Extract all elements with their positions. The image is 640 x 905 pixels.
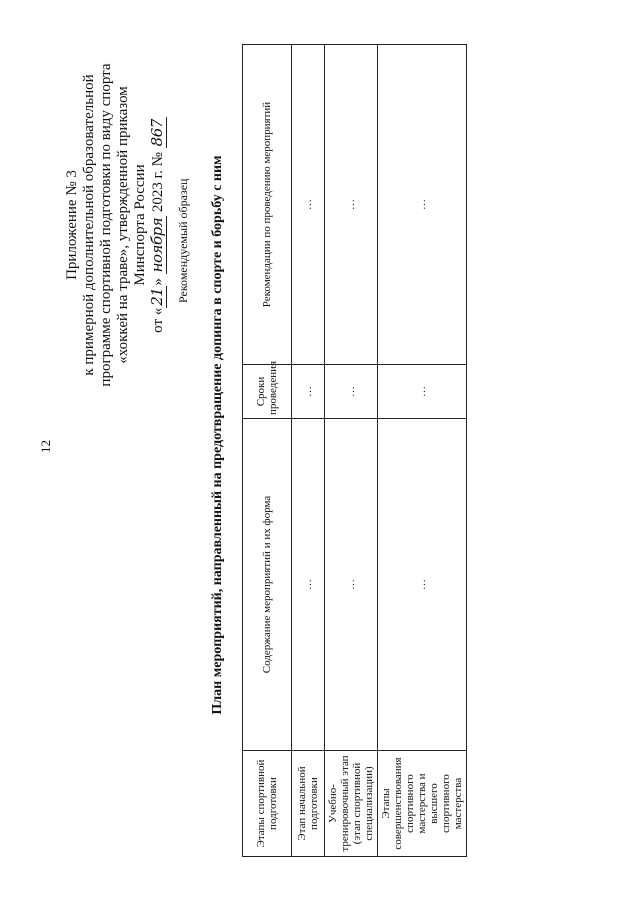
content-cell: … — [378, 419, 467, 751]
order-reference — [149, 45, 167, 405]
dates-cell: … — [378, 365, 467, 419]
recommendations-cell: … — [378, 45, 467, 365]
table-row — [325, 45, 378, 857]
appendix-line-4: «хоккей на траве», утвержденной приказом — [115, 86, 131, 364]
dates-cell: … — [325, 365, 378, 419]
order-prefix: от « — [150, 307, 166, 333]
recommendations-cell: … — [325, 45, 378, 365]
stage-cell: Этап начальной подготовки — [292, 751, 325, 857]
stage-cell: Этапы совершенствования спортивного мастерства и высшего спортивного мастерства — [378, 751, 467, 857]
appendix-line-5: Минспорта России — [132, 164, 148, 286]
table-header-row — [243, 45, 292, 857]
order-number: 867 — [148, 119, 166, 147]
page-title: План мероприятий, направленный на предотвращение допинга в спорте и борьбу с ним — [210, 155, 225, 715]
content-cell: … — [292, 419, 325, 751]
header-stage: Этапы спортивной подготовки — [243, 751, 292, 857]
appendix-line-2: к примерной дополнительной образовательной — [81, 74, 97, 376]
order-mid: » — [150, 278, 166, 286]
table-row — [292, 45, 325, 857]
order-year: 2023 г. № — [150, 152, 166, 213]
page-number: 12 — [38, 440, 53, 453]
appendix-header — [64, 45, 167, 405]
header-recommendations: Рекомендации по проведению мероприятий — [243, 45, 292, 365]
header-dates: Сроки проведения — [243, 365, 292, 419]
measures-table — [242, 44, 467, 857]
dates-cell: … — [292, 365, 325, 419]
content-cell: … — [325, 419, 378, 751]
recommendations-cell: … — [292, 45, 325, 365]
appendix-line-3: программе спортивной подготовки по виду спорта — [98, 63, 114, 387]
order-day: 21 — [148, 287, 166, 306]
recommended-sample-label: Рекомендуемый образец — [176, 178, 190, 303]
order-month: ноября — [148, 217, 166, 273]
stage-cell: Учебно-тренировочный этап (этап спортивной специализации) — [325, 751, 378, 857]
table-row — [378, 45, 467, 857]
appendix-number: Приложение № 3 — [64, 170, 80, 280]
header-content: Содержание мероприятий и их форма — [243, 419, 292, 751]
